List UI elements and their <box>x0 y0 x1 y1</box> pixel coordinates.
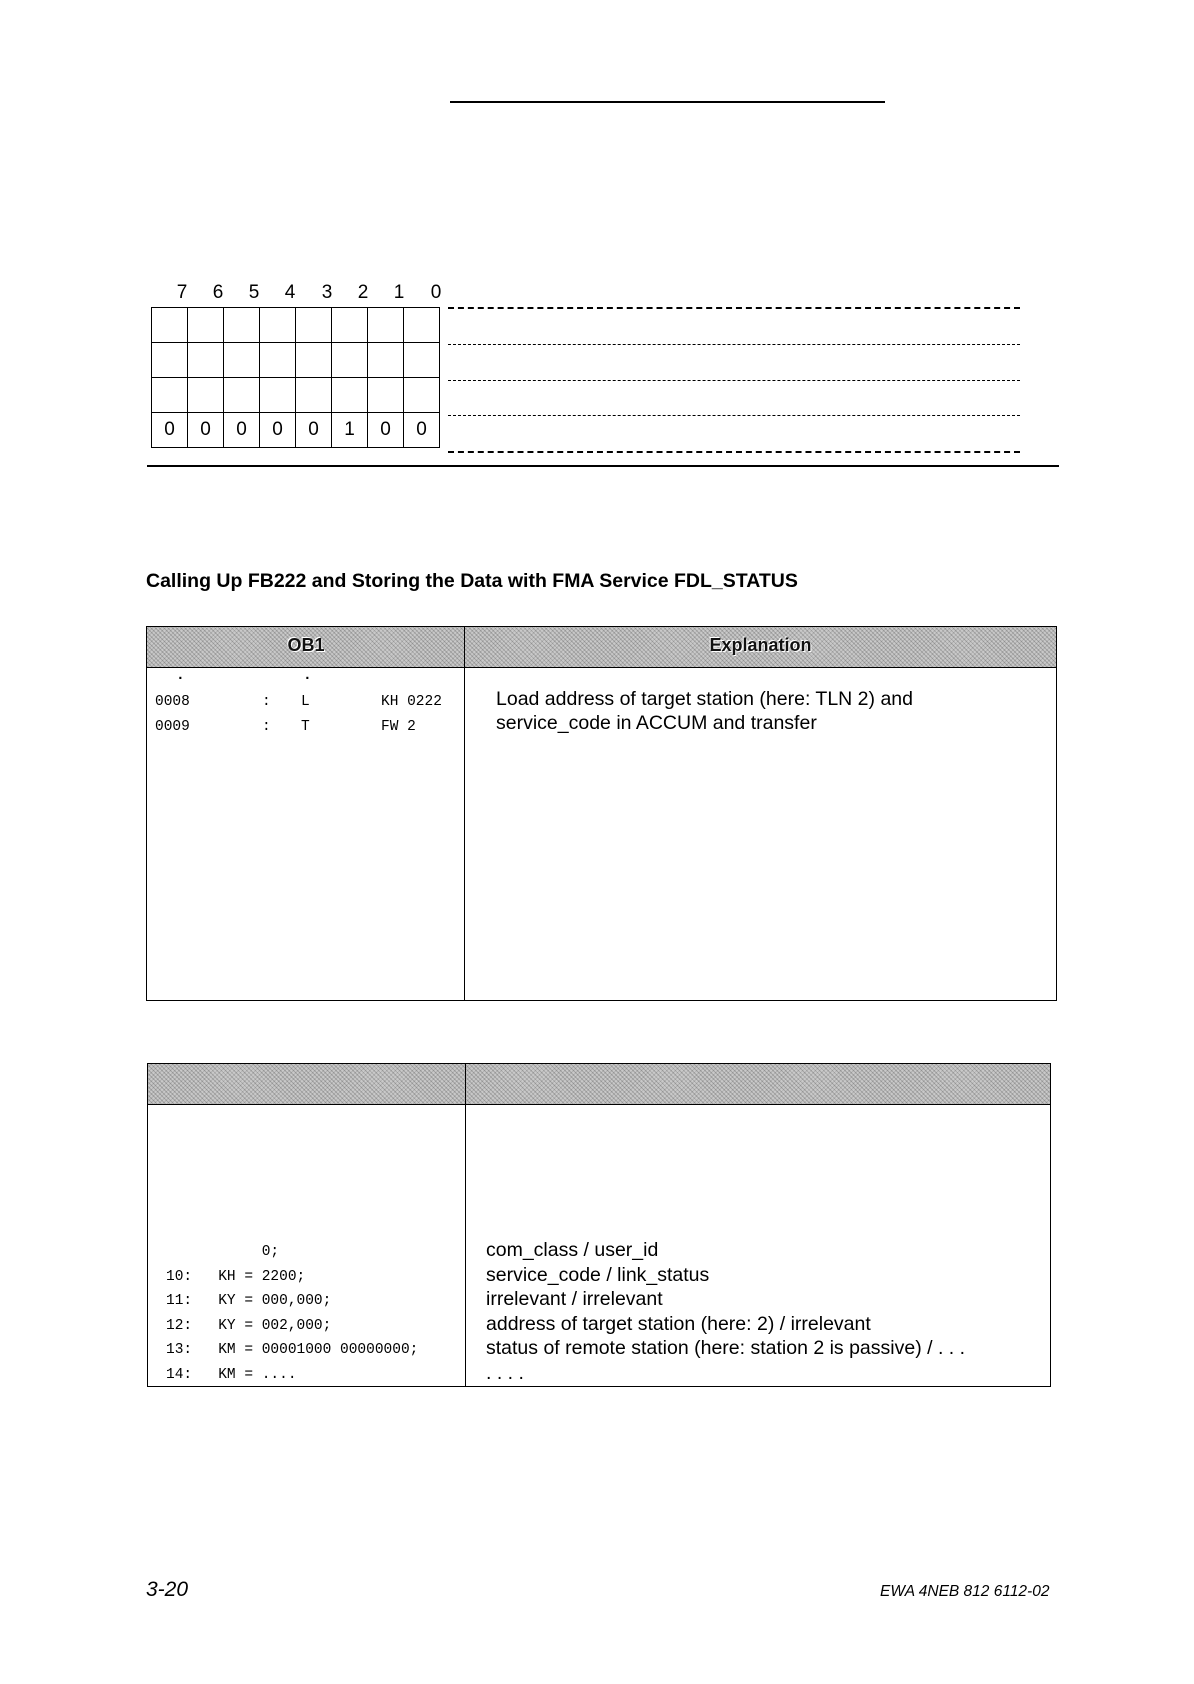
dashed-leader <box>448 307 1020 309</box>
dashed-leader <box>448 380 1020 381</box>
bit-row <box>152 378 440 413</box>
bit-value: 1 <box>332 413 368 448</box>
db-code-line: 0; <box>166 1244 280 1260</box>
header-ob1: OB1 <box>287 635 325 655</box>
dashed-leader <box>448 451 1020 453</box>
stmt-separator: : <box>262 719 271 735</box>
bit-value: 0 <box>368 413 404 448</box>
bit-diagram-bottom-rule <box>147 465 1059 467</box>
bit-value: 0 <box>404 413 440 448</box>
dashed-leader <box>448 415 1020 416</box>
dashed-leader <box>448 344 1020 345</box>
db-explanation-line: irrelevant / irrelevant <box>486 1288 663 1310</box>
db-code-line: 14: KM = .... <box>166 1367 297 1383</box>
bit-value: 0 <box>296 413 332 448</box>
bit-label-6: 6 <box>212 282 224 303</box>
bit-grid <box>151 307 440 448</box>
bit-value: 0 <box>260 413 296 448</box>
stmt-operand: FW 2 <box>381 719 416 735</box>
bit-label-2: 2 <box>357 282 369 303</box>
db-explanation-line: . . . . <box>486 1362 524 1384</box>
bit-label-7: 7 <box>176 282 188 303</box>
continuation-dot: . <box>303 668 312 684</box>
ob1-table <box>146 626 1057 1001</box>
bit-label-3: 3 <box>321 282 333 303</box>
db-code-line: 12: KY = 002,000; <box>166 1318 332 1334</box>
section-heading: Calling Up FB222 and Storing the Data with FMA Service FDL_STATUS <box>146 570 798 592</box>
continuation-dot: . <box>176 668 185 684</box>
document-id: EWA 4NEB 812 6112-02 <box>880 1583 1050 1600</box>
explanation-line: service_code in ACCUM and transfer <box>496 712 817 734</box>
column-divider <box>464 627 465 1000</box>
bit-label-4: 4 <box>284 282 296 303</box>
db-explanation-line: service_code / link_status <box>486 1264 710 1286</box>
stmt-operand: KH 0222 <box>381 694 442 710</box>
db-explanation-line: status of remote station (here: station 2 is passive) / . . . <box>486 1337 966 1359</box>
db-table <box>147 1063 1051 1387</box>
bit-label-5: 5 <box>248 282 260 303</box>
stmt-operation: L <box>301 694 310 710</box>
db-code-line: 10: KH = 2200; <box>166 1269 306 1285</box>
bit-value: 0 <box>152 413 188 448</box>
page-number: 3-20 <box>146 1578 189 1601</box>
stmt-address: 0009 <box>155 719 190 735</box>
stmt-operation: T <box>301 719 310 735</box>
stmt-address: 0008 <box>155 694 190 710</box>
bit-label-1: 1 <box>393 282 405 303</box>
stmt-separator: : <box>262 694 271 710</box>
db-explanation-line: com_class / user_id <box>486 1239 659 1261</box>
bit-row <box>152 343 440 378</box>
db-explanation-line: address of target station (here: 2) / irrelevant <box>486 1313 871 1335</box>
bit-value: 0 <box>188 413 224 448</box>
explanation-line: Load address of target station (here: TLN 2) and <box>496 688 913 710</box>
ob1-table-header <box>147 627 1056 668</box>
bit-label-0: 0 <box>430 282 442 303</box>
bit-value: 0 <box>224 413 260 448</box>
header-explanation: Explanation <box>709 635 812 655</box>
db-code-line: 13: KM = 00001000 00000000; <box>166 1342 419 1358</box>
bit-row <box>152 308 440 343</box>
top-rule <box>450 101 885 103</box>
column-divider <box>465 1064 466 1386</box>
bit-row-values <box>152 413 440 448</box>
db-table-header <box>148 1064 1050 1105</box>
db-code-line: 11: KY = 000,000; <box>166 1293 332 1309</box>
